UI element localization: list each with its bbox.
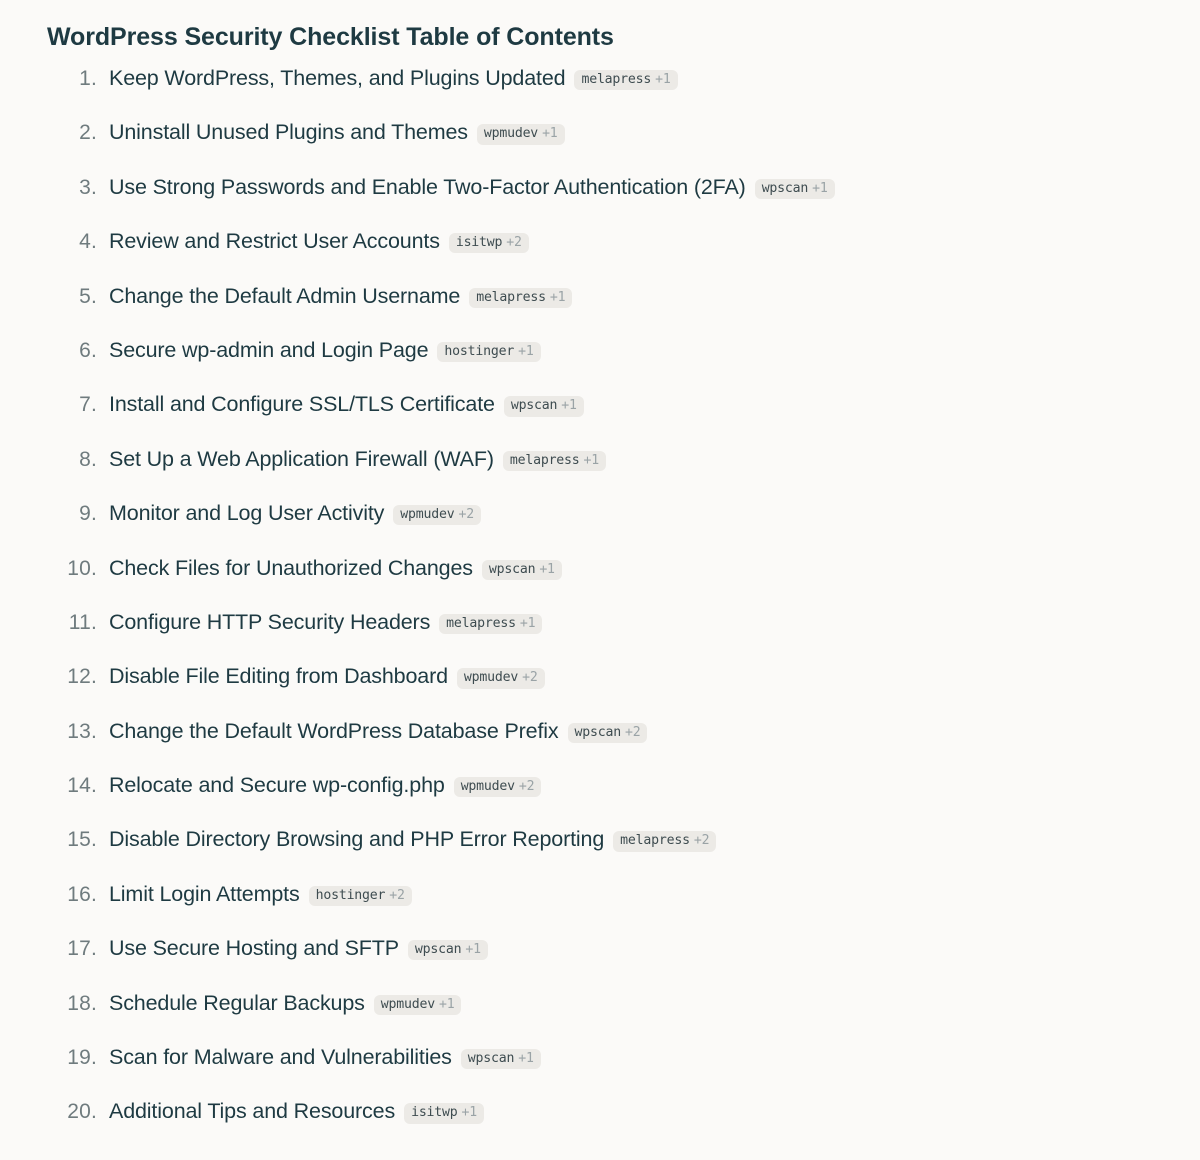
source-badge-count: +1 xyxy=(583,452,600,468)
source-badge[interactable] xyxy=(574,70,677,90)
toc-item-label[interactable] xyxy=(109,936,488,961)
toc-item-label-text: Disable File Editing from Dashboard xyxy=(109,664,448,689)
source-badge[interactable] xyxy=(309,886,412,906)
toc-item-label-text: Limit Login Attempts xyxy=(109,881,300,906)
toc-item-label-text: Install and Configure SSL/TLS Certificate xyxy=(109,392,495,417)
source-badge-count: +1 xyxy=(519,615,536,631)
toc-item-number: 6. xyxy=(79,338,97,362)
toc-item-label[interactable] xyxy=(109,175,835,200)
source-badge-name: melapress xyxy=(476,289,546,305)
source-badge-count: +1 xyxy=(812,180,828,196)
toc-item-label-text: Check Files for Unauthorized Changes xyxy=(109,555,473,580)
toc-item-label-text: Keep WordPress, Themes, and Plugins Updated xyxy=(109,66,566,90)
source-badge-name: hostinger xyxy=(444,343,515,359)
toc-item-number: 18. xyxy=(67,991,97,1015)
toc-item-number: 13. xyxy=(67,719,97,743)
toc-item-label[interactable] xyxy=(109,991,461,1016)
source-badge[interactable] xyxy=(449,233,529,253)
toc-item-number: 9. xyxy=(79,502,97,526)
toc-item-number: 5. xyxy=(79,284,97,308)
source-badge[interactable] xyxy=(439,614,542,634)
toc-item-label[interactable] xyxy=(109,556,562,581)
toc-item-number: 20. xyxy=(67,1100,97,1124)
toc-item-label[interactable] xyxy=(109,827,716,852)
source-badge[interactable] xyxy=(469,288,572,308)
toc-item[interactable] xyxy=(47,719,1160,773)
source-badge[interactable] xyxy=(503,451,606,471)
toc-item-label[interactable] xyxy=(109,229,529,254)
source-badge-name: wpscan xyxy=(574,724,621,740)
source-badge[interactable] xyxy=(613,831,716,851)
source-badge[interactable] xyxy=(374,995,462,1015)
source-badge[interactable] xyxy=(504,396,584,416)
source-badge[interactable] xyxy=(408,940,488,960)
source-badge-count: +1 xyxy=(542,126,558,142)
toc-item[interactable] xyxy=(47,610,1160,664)
toc-item[interactable] xyxy=(47,175,1160,229)
toc-item-label[interactable] xyxy=(109,1045,541,1070)
toc-item[interactable] xyxy=(47,827,1160,881)
source-badge-name: melapress xyxy=(509,452,580,468)
source-badge-name: melapress xyxy=(446,615,516,631)
source-badge-count: +1 xyxy=(539,561,555,577)
source-badge[interactable] xyxy=(461,1049,541,1069)
toc-item-number: 12. xyxy=(67,665,97,689)
toc-item-label[interactable] xyxy=(109,338,541,363)
toc-item[interactable] xyxy=(47,936,1160,990)
toc-item-number: 16. xyxy=(67,882,97,906)
source-badge[interactable] xyxy=(568,723,648,743)
toc-item-number: 10. xyxy=(67,556,97,580)
source-badge[interactable] xyxy=(437,342,540,362)
toc-item-label[interactable] xyxy=(109,664,545,689)
toc-item-label-text: Schedule Regular Backups xyxy=(109,990,365,1015)
source-badge-name: melapress xyxy=(581,72,652,87)
source-badge-name: hostinger xyxy=(315,887,386,903)
toc-item[interactable] xyxy=(47,773,1160,827)
toc-item-number: 17. xyxy=(67,937,97,961)
toc-item[interactable] xyxy=(47,1045,1160,1099)
toc-item-number: 19. xyxy=(67,1046,97,1070)
source-badge-name: wpmudev xyxy=(463,670,519,686)
source-badge-count: +1 xyxy=(461,1105,477,1121)
toc-item[interactable] xyxy=(47,664,1160,718)
source-badge-count: +1 xyxy=(549,289,566,305)
page-title: WordPress Security Checklist Table of Contents xyxy=(47,23,614,51)
toc-item-label[interactable] xyxy=(109,284,572,309)
toc-item-label-text: Scan for Malware and Vulnerabilities xyxy=(109,1045,452,1070)
source-badge-count: +2 xyxy=(506,235,522,251)
source-badge-name: wpmudev xyxy=(400,507,455,523)
toc-item-label-text: Relocate and Secure wp-config.php xyxy=(109,773,445,798)
toc-item-label[interactable] xyxy=(109,66,678,91)
toc-item-label[interactable] xyxy=(109,1099,484,1124)
source-badge[interactable] xyxy=(755,179,835,199)
toc-item-label-text: Secure wp-admin and Login Page xyxy=(109,337,429,362)
toc-item-label-text: Use Secure Hosting and SFTP xyxy=(109,936,399,961)
source-badge-name: wpscan xyxy=(467,1051,515,1067)
source-badge-name: wpscan xyxy=(761,180,809,196)
table-of-contents-list xyxy=(47,66,1160,1154)
toc-item-label-text: Uninstall Unused Plugins and Themes xyxy=(109,120,468,145)
source-badge[interactable] xyxy=(482,560,562,580)
toc-item-label-text: Monitor and Log User Activity xyxy=(109,501,385,526)
source-badge-count: +2 xyxy=(518,779,535,795)
toc-item[interactable] xyxy=(47,120,1160,174)
toc-item-label[interactable] xyxy=(109,610,542,635)
toc-item[interactable] xyxy=(47,338,1160,392)
toc-item-label[interactable] xyxy=(109,882,412,907)
toc-item-label[interactable] xyxy=(109,773,541,798)
source-badge-name: melapress xyxy=(620,833,690,849)
source-badge[interactable] xyxy=(404,1103,484,1123)
source-badge-count: +1 xyxy=(518,1051,534,1067)
toc-item-number: 4. xyxy=(79,230,97,254)
source-badge-name: wpmudev xyxy=(460,779,515,795)
source-badge-count: +2 xyxy=(389,887,405,903)
toc-item[interactable] xyxy=(47,66,1160,120)
source-badge[interactable] xyxy=(477,124,565,144)
source-badge-count: +2 xyxy=(693,833,710,849)
toc-item[interactable] xyxy=(47,1099,1160,1153)
toc-item-label-text: Change the Default WordPress Database Prefix xyxy=(109,718,559,743)
source-badge-name: wpmudev xyxy=(483,126,539,142)
toc-item-label[interactable] xyxy=(109,719,647,744)
source-badge[interactable] xyxy=(454,777,542,797)
source-badge-name: wpscan xyxy=(414,942,462,958)
toc-item[interactable] xyxy=(47,284,1160,338)
source-badge-count: +1 xyxy=(518,343,534,359)
toc-item-number: 7. xyxy=(79,393,97,417)
toc-item-label[interactable] xyxy=(109,120,565,145)
source-badge-count: +1 xyxy=(465,942,481,958)
source-badge-name: isitwp xyxy=(411,1105,458,1121)
source-badge[interactable] xyxy=(393,505,481,525)
toc-item-number: 11. xyxy=(68,610,97,634)
source-badge-count: +1 xyxy=(438,996,455,1012)
toc-item-number: 15. xyxy=(67,828,97,852)
source-badge-name: wpscan xyxy=(488,561,536,577)
toc-item-number: 2. xyxy=(79,121,97,145)
source-badge-count: +1 xyxy=(655,72,671,87)
toc-item-label[interactable] xyxy=(109,501,481,526)
toc-item[interactable] xyxy=(47,229,1160,283)
toc-item-label-text: Use Strong Passwords and Enable Two-Factor Authentication (2FA) xyxy=(109,174,746,199)
source-badge-count: +2 xyxy=(522,670,538,686)
toc-item-label-text: Set Up a Web Application Firewall (WAF) xyxy=(109,446,494,471)
toc-item-label-text: Configure HTTP Security Headers xyxy=(109,609,431,634)
source-badge-count: +2 xyxy=(458,507,474,523)
toc-item[interactable] xyxy=(47,392,1160,446)
toc-item-label[interactable] xyxy=(109,447,606,472)
toc-item-number: 8. xyxy=(79,447,97,471)
toc-item[interactable] xyxy=(47,447,1160,501)
source-badge-count: +2 xyxy=(624,724,641,740)
source-badge-name: wpmudev xyxy=(380,996,435,1012)
source-badge-count: +1 xyxy=(561,398,577,414)
source-badge[interactable] xyxy=(457,668,545,688)
toc-item[interactable] xyxy=(47,556,1160,610)
toc-item-label-text: Additional Tips and Resources xyxy=(109,1099,396,1124)
toc-item[interactable] xyxy=(47,882,1160,936)
toc-item[interactable] xyxy=(47,501,1160,555)
toc-item-label-text: Review and Restrict User Accounts xyxy=(109,229,440,254)
toc-item[interactable] xyxy=(47,991,1160,1045)
toc-item-number: 3. xyxy=(79,175,97,199)
toc-item-label[interactable] xyxy=(109,392,584,417)
toc-item-number: 1. xyxy=(79,67,97,90)
source-badge-name: isitwp xyxy=(455,235,503,251)
toc-item-label-text: Change the Default Admin Username xyxy=(109,283,461,308)
toc-item-number: 14. xyxy=(67,774,97,798)
toc-item-label-text: Disable Directory Browsing and PHP Error Reporting xyxy=(109,827,605,852)
source-badge-name: wpscan xyxy=(510,398,558,414)
